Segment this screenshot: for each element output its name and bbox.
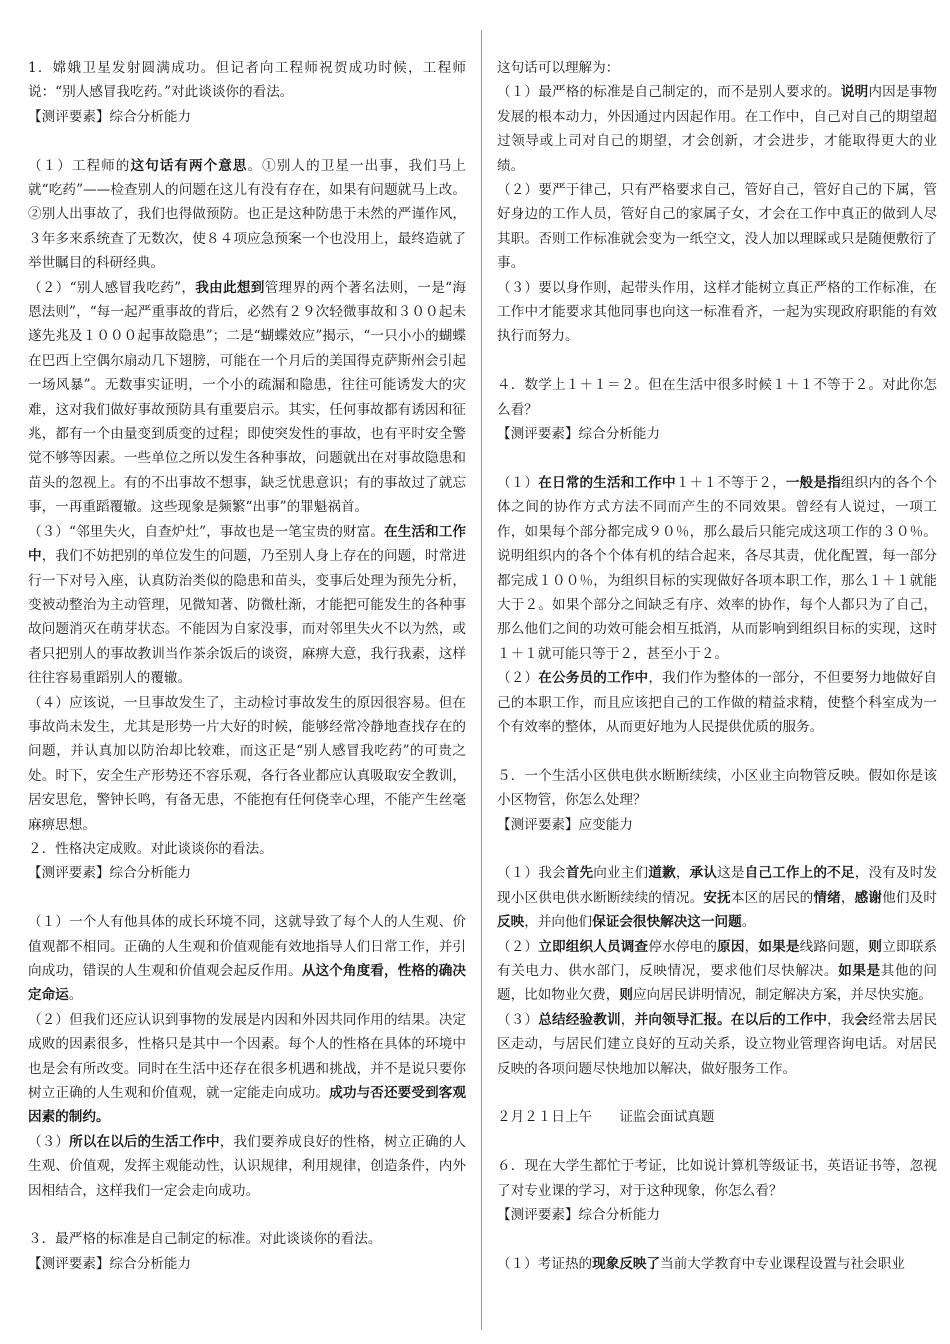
text-run: 【测评要素】应变能力 [497, 816, 633, 833]
paragraph [497, 764, 937, 813]
bold-text: 现象反映了 [592, 1255, 661, 1272]
paragraph-gap [497, 837, 937, 861]
paragraph [497, 276, 937, 349]
paragraph [497, 80, 937, 178]
text-run: ， [840, 889, 855, 906]
text-run: 。①别人的卫星一出事，我们马上就“吃药”——检查别人的问题在这儿有没有存在，如果有问题就马上改。②别人出事故了，我们也得做预防。也正是这种防患于未然的严谨作风，３年多来系统查了无数次，使８４项应急预案一个也没用上，最终造就了举世瞩目的科研经典。 [28, 157, 467, 272]
paragraph [28, 276, 466, 520]
paragraph [497, 813, 937, 837]
text-run: 当前大学教育中专业课程设置与社会职业 [660, 1255, 905, 1272]
bold-text: 在日常的生活和工作中 [538, 474, 676, 491]
text-run: ，并向他们 [524, 914, 593, 931]
bold-text: 原因 [717, 938, 745, 955]
bold-text: 这句话有两个意思 [130, 157, 248, 174]
text-run: ，我们不妨把别的单位发生的问题，乃至别人身上存在的问题，时常进行一下对号入座，认真防治类似的隐患和苗头，变事后处理为预先分析，变被动整治为主动管理，见微知著、防微杜渐，才能把可能发生的各种事故问题消灭在萌芽状态。不能因为自家没事，而对邻里失火不以为然，或者只把别人的事故教训当作茶余饭后的谈资，麻痹大意，我行我素，这样往往容易重蹈别人的覆辙。 [28, 548, 467, 687]
paragraph-gap [497, 739, 937, 763]
paragraph [28, 1252, 466, 1276]
paragraph [28, 154, 466, 276]
text-run: 【测评要素】综合分析能力 [497, 1207, 661, 1223]
text-run: （３） [497, 1011, 539, 1028]
paragraph [28, 837, 466, 861]
paragraph [497, 1154, 937, 1203]
text-run: （１）我会 [497, 865, 566, 882]
text-run: ， [744, 938, 759, 955]
text-run: （１）一个人有他具体的成长环境不同，这就导致了每个人的人生观、价值观都不相同。正确的人生观和价值观能有效地指导人们日常工作，并引向成功，错误的人生观和价值观会起反作用。 [28, 914, 466, 979]
bold-text: 会 [854, 1011, 869, 1028]
bold-text: 说明 [840, 84, 869, 101]
paragraph [497, 1252, 937, 1276]
text-run: ，没有及时发现小区供电供水断断续续的情况。 [497, 865, 938, 906]
text-run: ２．性格决定成败。对此谈谈你的看法。 [28, 840, 273, 857]
paragraph-gap [28, 129, 466, 153]
paragraph [28, 861, 466, 885]
bold-text: 反映 [497, 914, 525, 931]
bold-text: 一般是指 [785, 474, 841, 491]
bold-text: 在生活和工作中 [28, 523, 466, 565]
left-column [28, 56, 466, 1276]
paragraph [497, 1203, 937, 1227]
bold-text: 则 [868, 938, 883, 955]
text-run: （３） [28, 1133, 70, 1150]
text-run: ２月２１日上午 证监会面试真题 [497, 1109, 715, 1126]
paragraph-gap [28, 1203, 466, 1227]
text-run: 内因是事物发展的根本动力，外因通过内因起作用。在工作中，自己对自己的期望超过领导或上司对自己的期望，才会创新，才会进步，才能取得更大的业绩。 [497, 84, 938, 174]
bold-text: 首先 [565, 865, 594, 882]
text-run: 这句话可以理解为： [497, 60, 620, 76]
text-run: 这是 [717, 865, 745, 882]
text-run: 组织内的各个个体之间的协作方式方法不同而产生的不同效果。曾经有人说过，一项工作，如果每个部分都完成９０％，那么最后只能完成这项工作的３０％。说明组织内的各个个体有机的结合起来，各尽其责，优化配置，每一部分都完成１００％，为组织目标的实现做好各项本职工作，那么１＋１就能大于２。如果个部分之间缺乏有序、效率的协作，每个人都只为了自己，那么他们之间的功效可能会相互抵消，从而影响到组织目标的实现，这时１＋１就可能只等于２，甚至小于２。 [497, 474, 938, 662]
text-run: ３．最严格的标准是自己制定的标准。对此谈谈你的看法。 [28, 1231, 382, 1248]
text-run: ，我们作为整体的一部分，不但要努力地做好自己的本职工作，而且应该把自己的工作做的精益求精，使整个科室成为一个有效率的整体，从而更好地为人民提供优质的服务。 [497, 670, 938, 735]
paragraph-gap [497, 1130, 937, 1154]
text-run: （２）但我们还应认识到事物的发展是内因和外因共同作用的结果。决定成败的因素很多，性格只是其中一个因素。每个人的性格在具体的环境中也是会有所改变。同时在生活中还存在很多机遇和挑战，并不是说只要你树立正确的人生观和价值观，就一定能走向成功。 [28, 1011, 466, 1102]
paragraph [28, 1227, 466, 1251]
bold-text: 总结经验教训 [538, 1011, 621, 1028]
text-run: （２） [497, 938, 539, 955]
paragraph [497, 373, 937, 422]
text-run: ，我 [827, 1011, 855, 1028]
bold-text: 道歉 [648, 865, 676, 882]
text-run: 经常去居民区走动，与居民们建立良好的互动关系，设立物业管理咨询电话。对居民反映的各项问题尽快地加以解决，做好服务工作。 [497, 1011, 938, 1077]
text-run: 立即联系有关电力、供水部门，反映情况，要求他们尽快解决。 [497, 938, 938, 979]
bold-text: 如果是 [758, 938, 800, 955]
paragraph [28, 1130, 466, 1203]
text-run: 【测评要素】综合分析能力 [28, 865, 192, 882]
paragraph [497, 666, 937, 739]
paragraph [497, 56, 937, 80]
text-run: 1．嫦娥卫星发射圆满成功。但记者向工程师祝贺成功时候，工程师说：“别人感冒我吃药。”对此谈谈你的看法。 [28, 60, 466, 101]
paragraph-gap [497, 446, 937, 470]
text-run: 停水停电的 [648, 938, 718, 955]
paragraph [28, 1008, 466, 1130]
paragraph [497, 1008, 937, 1081]
bold-text: 则 [619, 987, 633, 1004]
text-run: （３）“邻里失火，自查炉灶”，事故也是一笔宝贵的财富。 [28, 523, 385, 540]
paragraph-gap [497, 1227, 937, 1251]
paragraph [28, 520, 466, 691]
bold-text: 感谢 [854, 889, 883, 906]
paragraph [28, 691, 466, 837]
text-run: 线路问题， [799, 938, 869, 955]
paragraph-gap [497, 349, 937, 373]
text-run: ，我们要养成良好的性格，树立正确的人生观、价值观，发挥主观能动性，认识规律，利用规律，创造条件，内外因相结合，这样我们一定会走向成功。 [28, 1133, 467, 1199]
text-run: 他们及时 [882, 889, 938, 906]
text-run: 。 [741, 914, 756, 931]
text-run: （１）最严格的标准是自己制定的，而不是别人要求的。 [497, 84, 841, 101]
text-run: （２） [497, 670, 539, 687]
text-run: 【测评要素】综合分析能力 [28, 1255, 192, 1272]
bold-text: 立即组织人员调查 [538, 938, 649, 955]
column-divider [481, 30, 482, 1330]
text-run: （１）工程师的 [28, 157, 131, 174]
text-run: 应向居民讲明情况，制定解决方案，并尽快实施。 [632, 987, 932, 1004]
paragraph [497, 1105, 937, 1129]
bold-text: 保证会很快解决这一问题 [592, 914, 742, 931]
bold-text: 我由此想到 [195, 279, 265, 296]
text-run: （１）考证热的 [497, 1255, 593, 1272]
text-run: （４）应该说，一旦事故发生了，主动检讨事故发生的原因很容易。但在事故尚未发生，尤其是形势一片大好的时候，能够经常冷静地查找存在的问题，并认真加以防治却比较难，而这正是“别人感冒我吃药”的可贵之处。时下，安全生产形势还不容乐观，各行各业都应认真吸取安全教训，居安思危，警钟长鸣，有备无患，不能抱有任何侥幸心理，不能产生丝毫麻痹思想。 [28, 694, 466, 833]
text-run: 。 [68, 987, 83, 1004]
bold-text: 情绪 [813, 889, 841, 906]
text-run: （３）要以身作则，起带头作用，这样才能树立真正严格的工作标准，在工作中才能要求其他同事也向这一标准看齐，一起为实现政府职能的有效执行而努力。 [497, 279, 937, 345]
text-run: 向业主们 [593, 865, 649, 882]
text-run: （２）“别人感冒我吃药”， [28, 279, 196, 296]
paragraph [28, 56, 466, 105]
text-run: 本区的居民的 [730, 889, 814, 906]
paragraph [497, 935, 937, 1008]
text-run: ， [675, 865, 690, 882]
text-run: （２）要严于律己，只有严格要求自己，管好自己，管好自己的下属，管好身边的工作人员，管好自己的家属子女，才会在工作中真正的做到人尽其职。否则工作标准就会变为一纸空文，没人加以理睬或只是随便敷衍了事。 [497, 182, 937, 272]
bold-text: 成功与否还要受到客观因素的制约。 [28, 1085, 467, 1126]
paragraph-gap [497, 1081, 937, 1105]
text-run: （１） [497, 474, 539, 491]
bold-text: 在公务员的工作中 [538, 670, 649, 687]
paragraph [497, 861, 937, 934]
paragraph-gap [28, 886, 466, 910]
bold-text: 所以在以后的生活工作中 [69, 1133, 220, 1150]
bold-text: 自己工作上的不足 [744, 865, 855, 882]
bold-text: 安抚 [703, 889, 731, 906]
paragraph [28, 105, 466, 129]
text-run: １＋１不等于２， [675, 474, 786, 491]
bold-text: 从这个角度看，性格的确决定命运 [28, 963, 467, 1004]
bold-text: 承认 [689, 865, 718, 882]
text-run: 管理界的两个著名法则，一是“海恩法则”，“每一起严重事故的背后，必然有２９次轻微事故和３００起未遂先兆及１０００起事故隐患”；二是“蝴蝶效应”揭示，“一只小小的蝴蝶在巴西上空偶尔扇动几下翅膀，可能在一个月后的美国得克萨斯州会引起一场风暴”。无数事实证明，一个小的疏漏和隐患，往往可能诱发大的灾难，这对我们做好事故预防具有重要启示。其实，任何事故都有诱因和征兆，都有一个由量变到质变的过程；即使突发性的事故，也有平时安全警觉不够等因素。一些单位之所以发生各种事故，问题就出在对事故隐患和苗头的忽视上。有的不出事故不想事，缺乏忧患意识；有的事故过了就忘事，一再重蹈覆辙。这些现象是频繁“出事”的罪魁祸首。 [28, 279, 467, 516]
text-run: 【测评要素】综合分析能力 [497, 426, 661, 443]
bold-text: 并向领导汇报。在以后的工作中 [634, 1011, 828, 1028]
paragraph [497, 178, 937, 276]
text-run: ， [620, 1011, 635, 1028]
right-column [497, 56, 937, 1276]
text-run: 【测评要素】综合分析能力 [28, 108, 192, 125]
paragraph [497, 422, 937, 446]
paragraph [28, 910, 466, 1008]
text-run: ４．数学上１＋１＝２。但在生活中很多时候１＋１不等于２。对此你怎么看？ [497, 377, 937, 418]
text-run: ６．现在大学生都忙于考证，比如说计算机等级证书，英语证书等，忽视了对专业课的学习，对于这种现象，你怎么看？ [497, 1158, 937, 1199]
bold-text: 如果是 [838, 962, 881, 979]
text-run: 其他的问题，比如物业欠费， [497, 962, 937, 1004]
text-run: ５．一个生活小区供电供水断断续续，小区业主向物管反映。假如你是该小区物管，你怎么处理？ [497, 767, 937, 809]
paragraph [497, 471, 937, 666]
